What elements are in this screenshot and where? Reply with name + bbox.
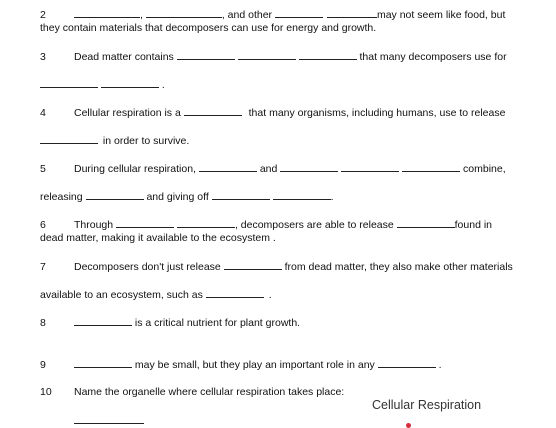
question-number: 7: [40, 261, 46, 273]
question-4-line-2: [40, 134, 522, 148]
question-text: ,: [140, 9, 146, 21]
answer-blank[interactable]: [280, 162, 338, 172]
question-text: and giving off: [146, 191, 209, 203]
question-text: Name the organelle where cellular respiration takes place:: [74, 386, 345, 398]
question-3-line-2: [40, 78, 522, 92]
question-7-line-1: [40, 260, 522, 274]
question-number: 5: [40, 163, 46, 175]
question-text: , and other: [221, 9, 275, 21]
question-text: .: [268, 289, 272, 301]
figure-caption: Cellular Respiration: [372, 398, 482, 412]
question-5-line-1: [40, 162, 522, 176]
question-number: 6: [40, 219, 46, 231]
answer-blank[interactable]: [341, 162, 399, 172]
answer-blank[interactable]: [40, 134, 98, 144]
answer-blank[interactable]: [86, 190, 144, 200]
answer-blank[interactable]: [184, 106, 242, 116]
answer-blank[interactable]: [397, 218, 455, 228]
answer-blank[interactable]: [238, 50, 296, 60]
answer-blank[interactable]: [212, 190, 270, 200]
answer-blank[interactable]: [177, 218, 235, 228]
question-9-line-1: [40, 358, 522, 372]
question-text: combine,: [463, 163, 506, 175]
question-text: Cellular respiration is a: [74, 107, 181, 119]
question-text: may be small, but they play an important role in any: [134, 359, 375, 371]
question-6-line-2: dead matter, making it available to the ecosystem .: [40, 232, 276, 244]
answer-blank[interactable]: [273, 190, 331, 200]
answer-blank[interactable]: [101, 78, 159, 88]
question-6-line-1: [40, 218, 522, 232]
question-text: Dead matter contains: [74, 51, 174, 63]
answer-blank[interactable]: [199, 162, 257, 172]
question-number: 3: [40, 51, 46, 63]
answer-blank[interactable]: [146, 8, 222, 18]
question-text: found in: [454, 219, 493, 231]
question-7-line-2: [40, 288, 522, 302]
answer-blank[interactable]: [74, 414, 144, 424]
question-number: 2: [40, 9, 46, 21]
answer-blank[interactable]: [224, 260, 282, 270]
question-2-line-2: they contain materials that decomposers can use for energy and growth.: [40, 22, 377, 34]
answer-blank[interactable]: [206, 288, 264, 298]
answer-blank[interactable]: [177, 50, 235, 60]
answer-blank[interactable]: [74, 8, 140, 18]
question-text: .: [161, 79, 165, 91]
answer-blank[interactable]: [74, 316, 132, 326]
question-text: that many decomposers use for: [359, 51, 507, 63]
question-text: may not seem like food, but: [376, 9, 506, 21]
question-number: 8: [40, 317, 46, 329]
question-text: .: [438, 359, 442, 371]
answer-blank[interactable]: [378, 358, 436, 368]
question-number: 4: [40, 107, 46, 119]
question-text: .: [330, 191, 334, 203]
question-text: from dead matter, they also make other materials: [284, 261, 513, 273]
question-2-line-1: [40, 8, 522, 22]
question-10-line-2: [40, 414, 522, 428]
question-8-line-1: [40, 316, 522, 330]
question-text: and: [259, 163, 278, 175]
answer-blank[interactable]: [327, 8, 377, 18]
question-text: Through: [74, 219, 114, 231]
answer-blank[interactable]: [116, 218, 174, 228]
question-text: Decomposers don't just release: [74, 261, 221, 273]
question-number: 9: [40, 359, 46, 371]
question-text: that many organisms, including humans, use to release: [248, 107, 506, 119]
question-text: releasing: [40, 191, 83, 203]
question-text: , decomposers are able to release: [234, 219, 394, 231]
question-text: in order to survive.: [102, 135, 190, 147]
answer-blank[interactable]: [74, 358, 132, 368]
diagram-dot-icon: [406, 423, 411, 428]
question-4-line-1: [40, 106, 522, 120]
answer-blank[interactable]: [275, 8, 323, 18]
question-text: is a critical nutrient for plant growth.: [134, 317, 301, 329]
question-text: During cellular respiration,: [74, 163, 196, 175]
answer-blank[interactable]: [402, 162, 460, 172]
question-5-line-2: [40, 190, 522, 204]
answer-blank[interactable]: [40, 78, 98, 88]
question-number: 10: [40, 386, 52, 398]
question-text: available to an ecosystem, such as: [40, 289, 203, 301]
answer-blank[interactable]: [299, 50, 357, 60]
question-3-line-1: [40, 50, 522, 64]
